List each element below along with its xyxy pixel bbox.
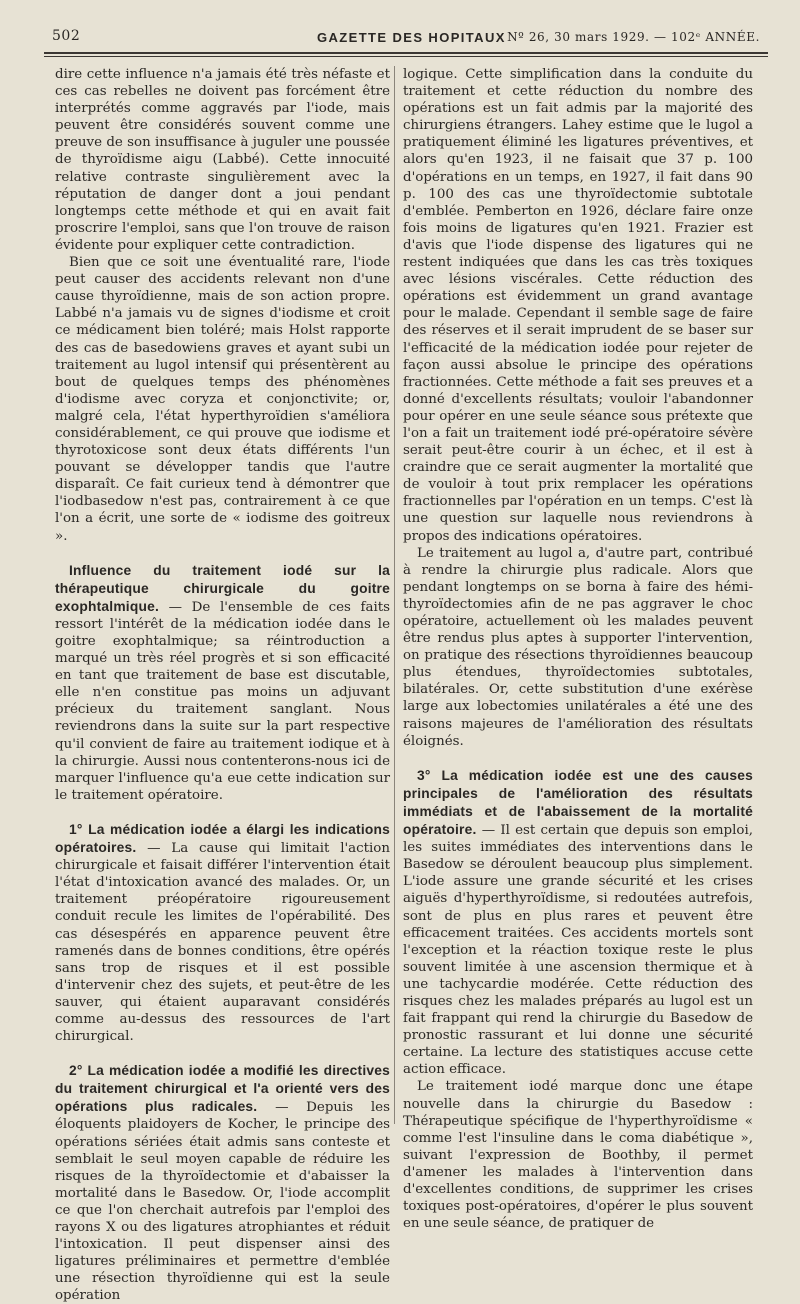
- page-header: [52, 28, 760, 48]
- paragraph: Bien que ce soit une éventualité rare, l'iode peut causer des accidents relevant non d'une cause thyroïdienne, mais de son action propre. Labbé n'a jamais vu de signes d'iodisme et croit ce médicament bien toléré; mais Holst rapporte des cas de basedowiens graves et ayant subi un traitement au lugol intensif qui présentèrent au bout de quelques temps des phénomènes d'iodisme avec coryza et conjonctivite; or, malgré cela, l'état hyperthyroïdien s'améliora considérablement, ce qui prouve que iodisme et thyrotoxicose sont deux états différents l'un pouvant se développer tandis que l'autre disparaît. Ce fait curieux tend à démontrer que l'iodbasedow n'est pas, contrairement à ce que l'on a écrit, une sorte de « iodisme des goitreux ».: [55, 255, 390, 544]
- section-paragraph: [55, 562, 390, 804]
- section-paragraph: [55, 821, 390, 1045]
- section-text: — De l'ensemble de ces faits ressort l'intérêt de la médication iodée dans le goitre exophtalmique; sa réintroduction a marqué un très réel progrès et si son efficacité en tant que traitement de base est discutable, elle n'en constitue pas moins un adjuvant précieux du traitement sanglant. Nous reviendrons dans la suite sur la part respective qu'il convient de faire au traitement iodique et à la chirurgie. Aussi nous contenterons-nous ici de marquer l'influence qu'a eue cette indication sur le traitement opératoire.: [55, 599, 390, 803]
- section-text: — La cause qui limitait l'action chirurgicale et faisait différer l'intervention était l'état d'intoxication avancé des malades. Or, un traitement préopératoire rigoureusement conduit recule les limites de l'opérabilité. Des cas désespérés en apparence peuvent être ramenés dans de bonnes conditions, être opérés sans trop de risques et il est possible d'intervenir chez des sujets, et peut-être de les sauver, qui étaient auparavant considérés comme au-dessus des ressources de l'art chirurgical.: [55, 841, 390, 1045]
- section-heading: 2° La médication iodée a modifié les directives du traitement chirurgical et l'a orienté vers des opérations plus radicales.: [55, 1063, 390, 1115]
- section-heading: Influence du traitement iodé sur la thérapeutique chirurgicale du goitre exophtalmique.: [55, 562, 390, 614]
- page-number: 502: [52, 28, 81, 44]
- paragraph: Le traitement iodé marque donc une étape nouvelle dans la chirurgie du Basedow : Thérapeutique spécifique de l'hyperthyroïdisme « comme l'est l'insuline dans le coma diabétique », suivant l'expression de Boothby, il permet d'amener les malades à l'intervention dans d'excellentes conditions, de supprimer les crises toxiques post-opératoires, d'opérer le plus souvent en une seule séance, de pratiquer de: [403, 1079, 753, 1232]
- header-rule-thin: [44, 56, 768, 57]
- journal-title: GAZETTE DES HOPITAUX: [317, 30, 506, 45]
- section-text: — Il est certain que depuis son emploi, les suites immédiates des interventions dans le Basedow se déroulent beaucoup plus simplement. L'iode assure une grande sécurité et les crises aiguës d'hyperthyroïdisme, si redoutées autrefois, sont de plus en plus rares et peuvent être efficacement traitées. Ces accidents mortels sont l'exception et la réaction toxique reste le plus souvent limitée à une ascension thermique et à une tachycardie modérée. Cette réduction des risques chez les malades préparés au lugol est un fait frappant qui rend la chirurgie du Basedow de pronostic rassurant et lui donne une sécurité certaine. La lecture des statistiques accuse cette action efficace.: [403, 823, 753, 1078]
- paragraph: dire cette influence n'a jamais été très néfaste et ces cas rebelles ne doivent pas forcément être interprétés comme aggravés par l'iode, mais peuvent être considérés souvent comme une preuve de son insuffisance à juguler une poussée de thyroïdisme aigu (Labbé). Cette innocuité relative contraste singulièrement avec la réputation de danger dont a joui pendant longtemps cette méthode et qui en avait fait proscrire l'emploi, sans que l'on trouve de raison évidente pour expliquer cette contradiction.: [55, 67, 390, 253]
- header-rule-thick: [44, 52, 768, 54]
- section-heading: 1° La médication iodée a élargi les indications opératoires.: [55, 821, 390, 856]
- left-column: [55, 66, 390, 1304]
- right-column: [403, 66, 753, 1232]
- section-text: — Depuis les éloquents plaidoyers de Kocher, le principe des opérations sériées était admis sans conteste et semblait le seul moyen capable de réduire les risques de la thyroïdectomie et d'abaisser la mortalité dans le Basedow. Or, l'iode accomplit ce que l'on cherchait autrefois par l'emploi des rayons X ou des ligatures atrophiantes et réduit l'intoxication. Il peut dispenser ainsi des ligatures préliminaires et permettre d'emblée une résection thyroïdienne qui est la seule opération: [55, 1100, 390, 1304]
- paragraph: logique. Cette simplification dans la conduite du traitement et cette réduction du nombre des opérations est un fait admis par la majorité des chirurgiens étrangers. Lahey estime que le lugol a pratiquement éliminé les ligatures préventives, et alors qu'en 1923, il ne faisait que 37 p. 100 d'opérations en un temps, en 1927, il fait dans 90 p. 100 des cas une thyroïdectomie subtotale d'emblée. Pemberton en 1926, déclare faire onze fois moins de ligatures qu'en 1921. Frazier est d'avis que l'iode dispense des ligatures qui ne restent indiquées que dans les cas très toxiques avec lésions viscérales. Cette réduction des opérations est évidemment un grand avantage pour le malade. Cependant il semble sage de faire des réserves et il serait imprudent de se baser sur l'efficacité de la médication iodée pour rejeter de façon aussi absolue le principe des opérations fractionnées. Cette méthode a fait ses preuves et a donné d'excellents résultats; vouloir l'abandonner pour opérer en une seule séance sous prétexte que l'on a fait un traitement iodé pré-opératoire sévère serait peut-être courir à un échec, et il est à craindre que ce serait augmenter la mortalité que de vouloir à tout prix remplacer les opérations fractionnelles par l'opération en un temps. C'est là une question sur laquelle nous reviendrons à propos des indications opératoires.: [403, 67, 753, 544]
- section-paragraph: [403, 767, 753, 1079]
- column-divider: [394, 66, 395, 1124]
- paragraph: Le traitement au lugol a, d'autre part, contribué à rendre la chirurgie plus radicale. Alors que pendant longtemps on se borna à faire des hémi-thyroïdectomies afin de ne pas aggraver le choc opératoire, actuellement où les malades peuvent être rendus plus aptes à supporter l'intervention, on pratique des résections thyroïdiennes beaucoup plus étendues, thyroïdectomies subtotales, bilatérales. Or, cette substitution d'une exérèse large aux lobectomies unilatérales a été une des raisons majeures de l'amélioration des résultats éloignés.: [403, 545, 753, 749]
- section-paragraph: [55, 1062, 390, 1304]
- section-heading: 3° La médication iodée est une des causes principales de l'amélioration des résultats immédiats et de l'abaissement de la mortalité opératoire.: [403, 767, 753, 838]
- issue-info: Nº 26, 30 mars 1929. — 102ᵉ ANNÉE.: [507, 30, 760, 44]
